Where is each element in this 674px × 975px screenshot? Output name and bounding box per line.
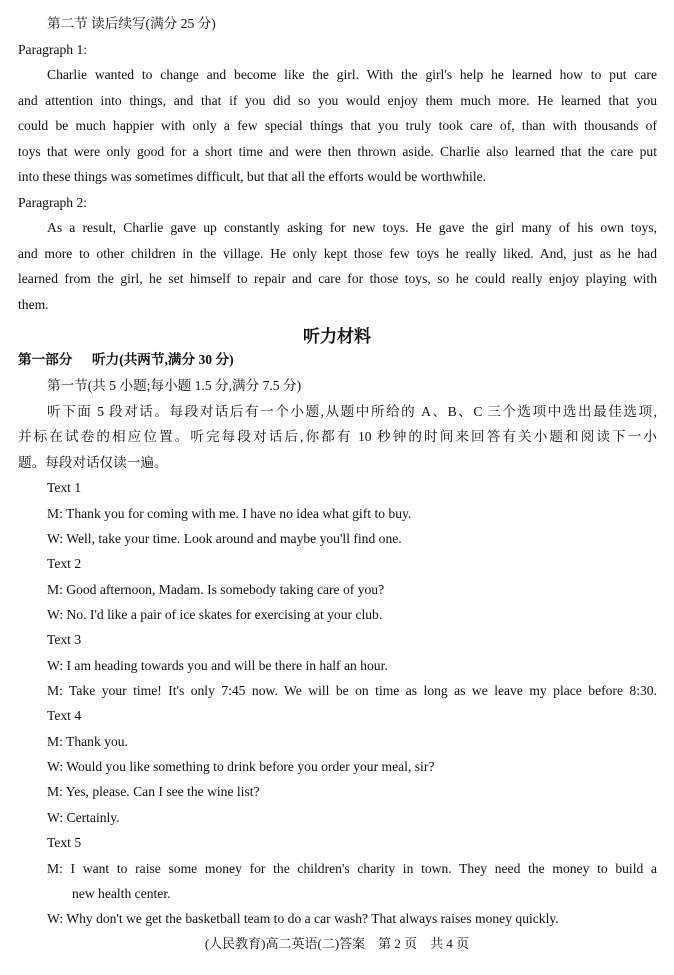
text-label: Text 5 bbox=[47, 835, 82, 850]
paragraph-1-line: Charlie wanted to change and become like the girl. With the girl's help he learned how to put care bbox=[47, 67, 657, 82]
paragraph-1-line: and attention into things, and that if you did so you would enjoy them much more. He learned that you bbox=[18, 93, 657, 108]
page-footer: (人民教育)高二英语(二)答案 第 2 页 共 4 页 bbox=[204, 936, 470, 951]
paragraph-2-line: and more to other children in the village. He only kept those few toys he really liked. And, just as he had bbox=[18, 246, 657, 261]
dialogue-line: M: Take your time! It's only 7:45 now. We will be on time as long as we leave my place before 8:30. bbox=[47, 683, 657, 698]
paragraph-2-label: Paragraph 2: bbox=[18, 195, 88, 210]
dialogue-line: M: Good afternoon, Madam. Is somebody taking care of you? bbox=[47, 582, 385, 597]
part-label: 第一部分 bbox=[18, 352, 73, 367]
dialogue-line: M: Yes, please. Can I see the wine list? bbox=[47, 784, 260, 799]
paragraph-2-line: them. bbox=[18, 297, 49, 312]
paragraph-2-line: learned from the girl, he set himself to repair and care for those toys, so he could really enjoy playing with bbox=[18, 271, 657, 286]
dialogue-line: W: Certainly. bbox=[47, 810, 120, 825]
paragraph-1-line: toys that were only good for a short time and were then thrown aside. Charlie also learned that the care put bbox=[18, 144, 657, 159]
paragraph-1-line: could be much happier with only a few special things that you truly took care of, than with thousands of bbox=[18, 118, 657, 133]
dialogue-line: W: Well, take your time. Look around and maybe you'll find one. bbox=[47, 531, 402, 546]
paragraph-2-line: As a result, Charlie gave up constantly asking for new toys. He gave the girl many of his own toys, bbox=[47, 220, 657, 235]
dialogue-line-continued: new health center. bbox=[72, 886, 171, 901]
dialogue-line: M: I want to raise some money for the children's charity in town. They need the money to build a bbox=[47, 861, 657, 876]
dialogue-line: M: Thank you for coming with me. I have no idea what gift to buy. bbox=[47, 506, 412, 521]
dialogue-line: W: Would you like something to drink before you order your meal, sir? bbox=[47, 759, 435, 774]
dialogue-line: W: No. I'd like a pair of ice skates for exercising at your club. bbox=[47, 607, 383, 622]
listening-title: 听力材料 bbox=[303, 327, 371, 346]
dialogue-line: M: Thank you. bbox=[47, 734, 128, 749]
instruction-line: 并标在试卷的相应位置。听完每段对话后,你都有 10 秒钟的时间来回答有关小题和阅读下一小 bbox=[18, 429, 657, 444]
dialogue-line: W: Why don't we get the basketball team to do a car wash? That always raises money quickly. bbox=[47, 911, 559, 926]
section-1-heading: 第一节(共 5 小题;每小题 1.5 分,满分 7.5 分) bbox=[47, 378, 302, 393]
text-label: Text 4 bbox=[47, 708, 82, 723]
instruction-line: 听下面 5 段对话。每段对话后有一个小题,从题中所给的 A、B、C 三个选项中选出最佳选项, bbox=[47, 404, 657, 419]
dialogue-line: W: I am heading towards you and will be there in half an hour. bbox=[47, 658, 388, 673]
paragraph-1-line: into these things was sometimes difficult, but that all the efforts would be worthwhile. bbox=[18, 169, 487, 184]
paragraph-1-label: Paragraph 1: bbox=[18, 42, 88, 57]
text-label: Text 1 bbox=[47, 480, 82, 495]
text-label: Text 3 bbox=[47, 632, 82, 647]
part-title: 听力(共两节,满分 30 分) bbox=[92, 352, 234, 367]
section-heading: 第二节 读后续写(满分 25 分) bbox=[47, 16, 216, 31]
instruction-line: 题。每段对话仅读一遍。 bbox=[18, 455, 168, 470]
text-label: Text 2 bbox=[47, 556, 82, 571]
